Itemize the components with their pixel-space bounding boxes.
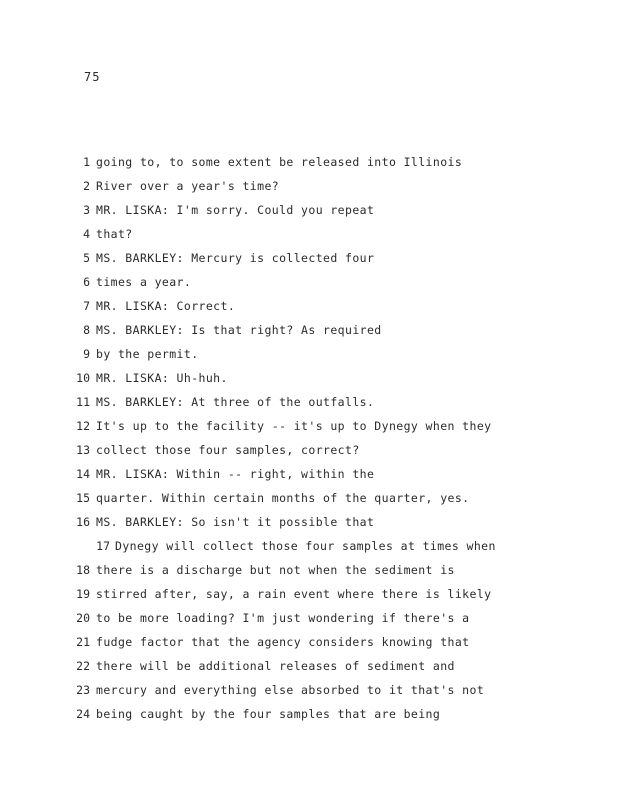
transcript-line [0, 392, 618, 416]
line-number: 1 [83, 155, 90, 169]
line-text: fudge factor that the agency considers knowing that [96, 635, 470, 649]
transcript-line [0, 584, 618, 608]
line-number: 8 [83, 323, 90, 337]
line-text: that? [96, 227, 133, 241]
line-text: Dynegy will collect those four samples at times when [115, 539, 496, 553]
transcript-line [0, 560, 618, 584]
line-text: to be more loading? I'm just wondering if there's a [96, 611, 470, 625]
transcript-line [0, 656, 618, 680]
line-text: being caught by the four samples that are being [96, 707, 441, 721]
transcript-line [0, 224, 618, 248]
line-text: there will be additional releases of sediment and [96, 659, 455, 673]
line-number: 21 [76, 635, 90, 649]
transcript-line [0, 608, 618, 632]
line-number: 18 [76, 563, 90, 577]
line-number: 24 [76, 707, 90, 721]
line-number: 9 [83, 347, 90, 361]
page-number: 75 [84, 70, 101, 84]
line-text: MR. LISKA: Within -- right, within the [96, 467, 375, 481]
transcript-line [0, 176, 618, 200]
line-text: going to, to some extent be released into Illinois [96, 155, 463, 169]
transcript-line [0, 632, 618, 656]
transcript-line [0, 248, 618, 272]
line-text: by the permit. [96, 347, 199, 361]
line-number: 14 [76, 467, 90, 481]
line-text: MR. LISKA: Uh-huh. [96, 371, 228, 385]
line-text: stirred after, say, a rain event where there is likely [96, 587, 492, 601]
transcript-line [0, 464, 618, 488]
line-number: 23 [76, 683, 90, 697]
transcript-line [0, 416, 618, 440]
line-number: 19 [76, 587, 90, 601]
line-number: 10 [76, 371, 90, 385]
transcript-body [0, 152, 618, 728]
transcript-line [0, 704, 618, 728]
line-text: MS. BARKLEY: So isn't it possible that [96, 515, 375, 529]
line-number: 17 [96, 539, 110, 553]
line-text: MS. BARKLEY: Mercury is collected four [96, 251, 375, 265]
line-number: 6 [83, 275, 90, 289]
line-number: 2 [83, 179, 90, 193]
transcript-line [0, 368, 618, 392]
line-text: mercury and everything else absorbed to it that's not [96, 683, 485, 697]
line-number: 22 [76, 659, 90, 673]
line-number: 20 [76, 611, 90, 625]
transcript-line [0, 680, 618, 704]
line-text: MR. LISKA: I'm sorry. Could you repeat [96, 203, 375, 217]
transcript-line [0, 152, 618, 176]
line-number: 12 [76, 419, 90, 433]
line-text: MR. LISKA: Correct. [96, 299, 236, 313]
line-text: MS. BARKLEY: At three of the outfalls. [96, 395, 375, 409]
line-text: times a year. [96, 275, 192, 289]
line-number: 16 [76, 515, 90, 529]
line-number: 5 [83, 251, 90, 265]
transcript-line [0, 320, 618, 344]
line-text: collect those four samples, correct? [96, 443, 360, 457]
line-number: 11 [76, 395, 90, 409]
transcript-line [0, 512, 618, 536]
line-text: River over a year's time? [96, 179, 280, 193]
line-number: 13 [76, 443, 90, 457]
transcript-line [0, 344, 618, 368]
line-text: quarter. Within certain months of the quarter, yes. [96, 491, 470, 505]
transcript-line [0, 488, 618, 512]
transcript-line [0, 200, 618, 224]
transcript-line [0, 296, 618, 320]
line-text: MS. BARKLEY: Is that right? As required [96, 323, 382, 337]
line-text: there is a discharge but not when the sediment is [96, 563, 455, 577]
line-number: 7 [83, 299, 90, 313]
transcript-line [0, 536, 618, 560]
line-text: It's up to the facility -- it's up to Dynegy when they [96, 419, 492, 433]
transcript-line [0, 440, 618, 464]
transcript-line [0, 272, 618, 296]
line-number: 15 [76, 491, 90, 505]
line-number: 4 [83, 227, 90, 241]
line-number: 3 [83, 203, 90, 217]
